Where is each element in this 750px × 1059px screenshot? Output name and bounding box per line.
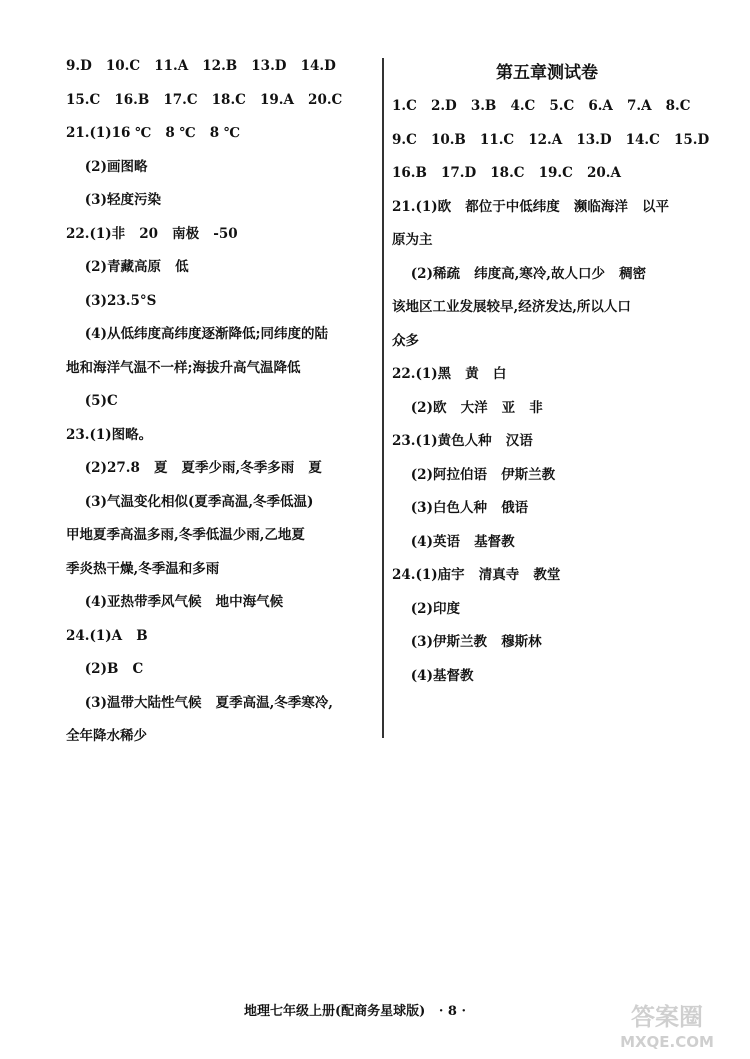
answer-line: 季炎热干燥,冬季温和多雨: [66, 560, 220, 577]
answer-line: 地和海洋气温不一样;海拔升高气温降低: [66, 359, 301, 376]
answer-line: 全年降水稀少: [66, 728, 147, 744]
answer-line: (3)白色人种 俄语: [392, 500, 529, 516]
watermark-url: MXQE.COM: [620, 1033, 714, 1051]
answer-line: (4)亚热带季风气候 地中海气候: [66, 594, 284, 610]
answer-line: 21.(1)欧 都位于中低纬度 濒临海洋 以平: [392, 198, 669, 215]
answer-line: (3)轻度污染: [66, 192, 161, 208]
answer-line: (4)从低纬度高纬度逐渐降低;同纬度的陆: [66, 326, 328, 342]
answer-line: 22.(1)非 20 南极 -50: [66, 225, 238, 242]
answer-line: 甲地夏季高温多雨,冬季低温少雨,乙地夏: [66, 527, 305, 543]
answer-line: 23.(1)图略。: [66, 426, 153, 443]
answer-line: 15.C 16.B 17.C 18.C 19.A 20.C: [66, 91, 343, 108]
column-divider: [382, 58, 384, 738]
answer-line: 9.C 10.B 11.C 12.A 13.D 14.C 15.D: [392, 131, 710, 148]
answer-line: 原为主: [392, 232, 433, 248]
right-answer-lines: [392, 96, 710, 699]
answer-line: 22.(1)黑 黄 白: [392, 366, 507, 382]
answer-line: (5)C: [66, 393, 118, 409]
left-column: [66, 56, 376, 760]
answer-line: 16.B 17.D 18.C 19.C 20.A: [392, 165, 621, 181]
answer-line: (4)英语 基督教: [392, 533, 515, 550]
answer-line: (3)温带大陆性气候 夏季高温,冬季寒冷,: [66, 694, 333, 711]
answer-line: 24.(1)A B: [66, 627, 148, 644]
answer-line: (2)稀疏 纬度高,寒冷,故人口少 稠密: [392, 265, 647, 282]
answer-line: 1.C 2.D 3.B 4.C 5.C 6.A 7.A 8.C: [392, 98, 691, 114]
answer-line: (2)画图略: [66, 158, 148, 175]
answer-line: (3)23.5°S: [66, 292, 157, 309]
answer-line: (4)基督教: [392, 667, 474, 684]
answer-line: (2)印度: [392, 600, 460, 617]
right-column: [392, 58, 710, 699]
answer-line: 23.(1)黄色人种 汉语: [392, 433, 533, 449]
answer-line: 该地区工业发展较早,经济发达,所以人口: [392, 299, 631, 315]
answer-line: 21.(1)16 ℃ 8 ℃ 8 ℃: [66, 125, 241, 141]
answer-line: (2)青藏高原 低: [66, 259, 189, 275]
answer-line: 24.(1)庙宇 清真寺 教堂: [392, 567, 561, 583]
answer-line: (3)伊斯兰教 穆斯林: [392, 634, 542, 650]
answer-line: (2)阿拉伯语 伊斯兰教: [392, 466, 556, 483]
page-footer: 地理七年级上册(配商务星球版) · 8 ·: [244, 1004, 467, 1019]
answer-line: 众多: [392, 332, 419, 349]
chapter-title: 第五章测试卷: [496, 63, 598, 83]
watermark-logo: [592, 997, 742, 1053]
answer-line: (2)27.8 夏 夏季少雨,冬季多雨 夏: [66, 460, 322, 476]
answer-line: 9.D 10.C 11.A 12.B 13.D 14.D: [66, 58, 336, 74]
watermark-title: 答案圈: [631, 1003, 703, 1031]
answer-line: (2)欧 大洋 亚 非: [392, 399, 543, 416]
answer-line: (3)气温变化相似(夏季高温,冬季低温): [66, 493, 314, 510]
answer-line: (2)B C: [66, 661, 144, 677]
